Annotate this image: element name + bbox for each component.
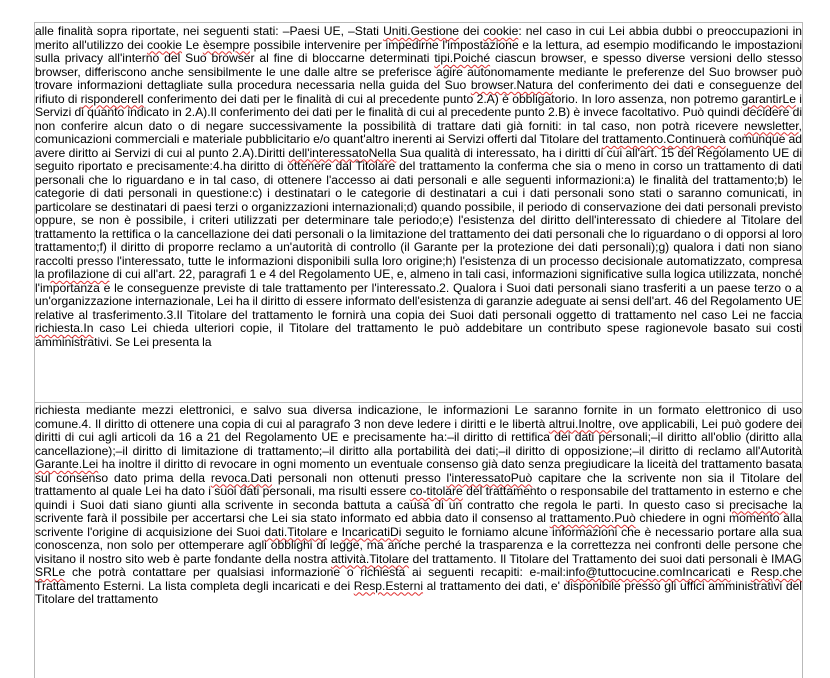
spellcheck-flagged-word[interactable]: richiesta.In bbox=[35, 321, 94, 335]
spellcheck-flagged-word[interactable]: newsletter bbox=[744, 118, 799, 133]
spellcheck-flagged-word[interactable]: browser.Natura bbox=[470, 78, 553, 92]
spellcheck-flagged-word[interactable]: precisache bbox=[729, 497, 788, 512]
empty-page-area[interactable] bbox=[35, 626, 802, 678]
spellcheck-flagged-word[interactable]: info@tuttocucine.comIncaricati bbox=[565, 565, 731, 579]
spellcheck-flagged-word[interactable]: dati.Titolare bbox=[264, 524, 328, 539]
spellcheck-flagged-word[interactable]: cookie bbox=[483, 24, 519, 38]
spellcheck-flagged-word[interactable]: Garante.Lei bbox=[35, 457, 99, 471]
spellcheck-flagged-word[interactable]: dell'interessatoNella bbox=[288, 145, 397, 160]
spellcheck-flagged-word[interactable]: cookie bbox=[147, 37, 183, 52]
document-text-block-2[interactable]: richiesta mediante mezzi elettronici, e salvo sua diversa indicazione, le informazioni Le saranno fornite in un formato elettronico di uso comune.4. Il diritto di ottenere una copia di cui al paragrafo 3 non deve ledere i diritti e le libertà altrui.Inoltre, ove applicabili, Lei può godere dei diritti di cui agli articoli da 16 a 21 del Regolamento UE e precisamente ha:–il diritto di rettifica dei dati personali;–il diritto all'oblio (diritto alla cancellazione);–il diritto di limitazione di trattamento;–il diritto alla portabilità dei dati;–il diritto di opposizione;–il diritto di reclamo all'Autorità Garante.Lei ha inoltre il diritto di revocare in ogni momento un eventuale consenso già dato senza pregiudicare la liceità del trattamento basata sul consenso dato prima della revoca.Dati personali non ottenuti presso l'interessatoPuò capitare che la scrivente non sia il Titolare del trattamento al quale Lei ha dato i suoi dati personali, ma risulti essere co-titolare del trattamento o responsabile del trattamento in esterno e che quindi i Suoi dati siano giunti alla scrivente in seconda battuta a causa di un contratto che regola le parti. In questo caso si precisache la scrivente farà il possibile per accertarsi che Lei sia stato informato ed abbia dato il consenso al trattamento.Può chiedere in ogni momento alla scrivente l'origine di acquisizione dei Suoi dati.Titolare e IncaricatiDi seguito le forniamo alcune informazioni che è necessario portare alla sua conoscenza, non solo per ottemperare agli obblighi di legge, ma anche perché la trasparenza e la correttezza nei confronti delle persone che visitano il nostro sito web è parte fondante della nostra attività.Titolare del trattamento. Il Titolare del Trattamento dei suoi dati personali è IMAG SRLe che potrà contattare per qualsiasi informazione o richiesta ai seguenti recapiti: e-mail:info@tuttocucine.comIncaricati e Resp.che Trattamento Esterni. La lista completa degli incaricati e dei Resp.Esterni al trattamento dei dati, e' disponibile presso gli uffici amministrativi del Titolare del trattamento bbox=[35, 403, 803, 606]
spellcheck-flagged-word[interactable]: Resp.che bbox=[750, 565, 802, 579]
spellcheck-flagged-word[interactable]: IncaricatiDi bbox=[341, 524, 402, 539]
spellcheck-flagged-word[interactable]: èsempre bbox=[202, 37, 250, 52]
document-text-block-1[interactable]: alle finalità sopra riportate, nei seguenti stati: –Paesi UE, –Stati Uniti.Gestione dei cookie: nel caso in cui Lei abbia dubbi o preoccupazioni in merito all'utilizzo dei cookie Le èsempre possibile intervenire per impedirne l'impostazione e la lettura, ad esempio modificando le impostazioni sulla privacy all'interno del Suo browser al fine di bloccarne determinati tipi.Poiché ciascun browser, e spesso diverse versioni dello stesso browser, differiscono anche sensibilmente le une dalle altre se preferisce agire autonomamente mediante le preferenze del Suo browser può trovare informazioni dettagliate sulla procedura necessaria nella guida del Suo browser.Natura del conferimento dei dati e conseguenze del rifiuto di risponderelI conferimento dei dati per le finalità di cui al precedente punto 2.A) è obbligatorio. In loro assenza, non potremo garantirLe i Servizi di quanto indicato in 2.A).Il conferimento dei dati per le finalità di cui al precedente punto 2.B) è invece facoltativo. Può quindi decidere di non conferire alcun dato o di negare successivamente la possibilità di trattare dati già forniti: in tal caso, non potrà ricevere newsletter, comunicazioni commerciali e materiale pubblicitario e/o quant'altro inerenti ai Servizi offerti dal Titolare del trattamento.Continuerà comunque ad avere diritto ai Servizi di cui al punto 2.A).Diritti dell'interessatoNella Sua qualità di interessato, ha i diritti di cui all'art. 15 del Regolamento UE di seguito riportato e precisamente:4.ha diritto di ottenere dal Titolare del trattamento la conferma che sia o meno in corso un trattamento di dati personali che lo riguardano e in tal caso, di ottenere l'accesso ai dati personali e alle seguenti informazioni:a) le finalità del trattamento;b) le categorie di dati personali in questione:c) i destinatari o le categorie di destinatari a cui i dati personali sono stati o saranno comunicati, in particolare se destinatari di paesi terzi o organizzazioni internazionali;d) quando possibile, il periodo di conservazione dei dati personali previsto oppure, se non è possibile, i criteri utilizzati per determinare tale periodo;e) l'esistenza del diritto dell'interessato di chiedere al Titolare del trattamento la rettifica o la cancellazione dei dati personali o la limitazione del trattamento dei dati personali che lo riguardano o di opporsi al loro trattamento;f) il diritto di proporre reclamo a un'autorità di controllo (il Garante per la protezione dei dati personali);g) qualora i dati non siano raccolti presso l'interessato, tutte le informazioni disponibili sulla loro origine;h) l'esistenza di un processo decisionale automatizzato, compresa la profilazione di cui all'art. 22, paragrafi 1 e 4 del Regolamento UE, e, almeno in tali casi, informazioni significative sulla logica utilizzata, nonché l'importanza e le conseguenze previste di tale trattamento per l'interessato.2. Qualora i Suoi dati personali siano trasferiti a un paese terzo o a un'organizzazione internazionale, Lei ha il diritto di essere informato dell'esistenza di garanzie adeguate ai sensi dell'art. 46 del Regolamento UE relative al trasferimento.3.Il Titolare del trattamento le fornirà una copia dei Suoi dati personali oggetto di trattamento nel caso Lei ne faccia richiesta.In caso Lei chieda ulteriori copie, il Titolare del trattamento le può addebitare un contributo spese ragionevole basato sui costi amministrativi. Se Lei presenta la bbox=[35, 24, 802, 349]
spellcheck-flagged-word[interactable]: Uniti.Gestione bbox=[383, 24, 460, 38]
spellcheck-flagged-word[interactable]: revoca.Dati bbox=[210, 470, 273, 485]
spellcheck-flagged-word[interactable]: risponderelI bbox=[80, 91, 144, 106]
spellcheck-flagged-word[interactable]: trattamento.Può bbox=[549, 511, 636, 525]
spellcheck-flagged-word[interactable]: co-titolare bbox=[409, 484, 463, 498]
spellcheck-flagged-word[interactable]: trattamento.Continuerà bbox=[601, 132, 726, 146]
spellcheck-flagged-word[interactable]: l'interessatoPuò bbox=[446, 470, 533, 485]
spellcheck-flagged-word[interactable]: SRLe bbox=[35, 565, 66, 579]
spellcheck-flagged-word[interactable]: Resp.Esterni bbox=[353, 578, 424, 593]
spellcheck-flagged-word[interactable]: profilazione bbox=[47, 267, 110, 281]
spellcheck-flagged-word[interactable]: attività.Titolare bbox=[330, 551, 410, 566]
spellcheck-flagged-word[interactable]: garantirLe bbox=[741, 91, 796, 106]
spellcheck-flagged-word[interactable]: tipi.Poiché bbox=[434, 51, 491, 65]
spellcheck-flagged-word[interactable]: altrui.Inoltre bbox=[548, 416, 612, 431]
